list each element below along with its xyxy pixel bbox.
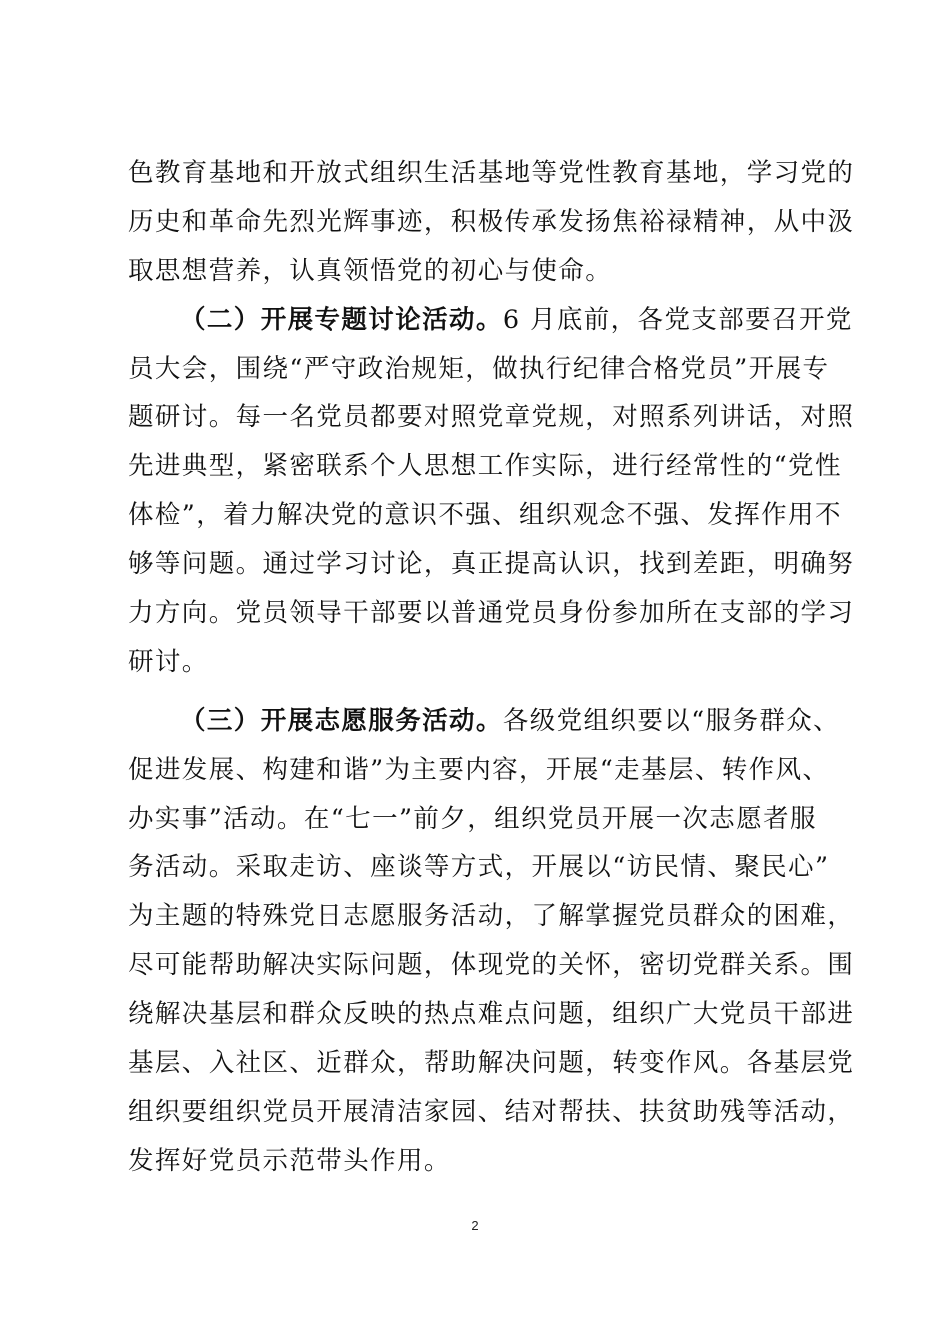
text-line: 绕解决基层和群众反映的热点难点问题，组织广大党员干部进 — [128, 999, 855, 1030]
section-heading: （二）开展专题讨论活动。 — [180, 304, 503, 335]
text-line: 促进发展、构建和谐”为主要内容，开展“走基层、转作风、 — [128, 754, 830, 785]
text-line: 体检”，着力解决党的意识不强、组织观念不强、发挥作用不 — [128, 500, 842, 531]
text-line: 发挥好党员示范带头作用。 — [128, 1145, 451, 1176]
text-line: 色教育基地和开放式组织生活基地等党性教育基地，学习党的 — [128, 158, 855, 188]
text-line: 尽可能帮助解决实际问题，体现党的关怀，密切党群关系。围 — [128, 950, 855, 981]
text-line: 组织要组织党员开展清洁家园、结对帮扶、扶贫助残等活动， — [128, 1096, 855, 1127]
paragraph-continuation — [128, 149, 855, 296]
text-line: 为主题的特殊党日志愿服务活动，了解掌握党员群众的困难， — [128, 901, 855, 932]
text-line — [128, 296, 853, 345]
text-run: 6 月底前，各党支部要召开党 — [502, 304, 853, 335]
text-line: 研讨。 — [128, 646, 209, 677]
text-line: 够等问题。通过学习讨论，真正提高认识，找到差距，明确努 — [128, 549, 855, 580]
text-line: 题研讨。每一名党员都要对照党章党规，对照系列讲话，对照 — [128, 402, 855, 433]
text-line: 历史和革命先烈光辉事迹，积极传承发扬焦裕禄精神，从中汲 — [128, 206, 855, 237]
section-heading: （三）开展志愿服务活动。 — [180, 705, 503, 736]
text-line: 取思想营养，认真领悟党的初心与使命。 — [128, 255, 613, 286]
paragraph-topic-discussion — [128, 296, 855, 687]
text-run: 各级党组织要以“服务群众、 — [502, 705, 841, 736]
text-line: 务活动。采取走访、座谈等方式，开展以“访民情、聚民心” — [128, 852, 830, 883]
document-body — [128, 149, 855, 1186]
text-line: 办实事”活动。在“七一”前夕，组织党员开展一次志愿者服 — [128, 803, 817, 834]
text-line: 员大会，围绕“严守政治规矩，做执行纪律合格党员”开展专 — [128, 353, 830, 384]
paragraph-volunteer-service — [128, 697, 855, 1186]
text-line: 力方向。党员领导干部要以普通党员身份参加所在支部的学习 — [128, 598, 855, 629]
text-line — [128, 697, 841, 746]
page-number: 2 — [471, 1218, 479, 1233]
paragraph-gap — [128, 687, 828, 697]
text-line: 基层、入社区、近群众，帮助解决问题，转变作风。各基层党 — [128, 1048, 855, 1079]
text-line: 先进典型，紧密联系个人思想工作实际，进行经常性的“党性 — [128, 451, 842, 482]
